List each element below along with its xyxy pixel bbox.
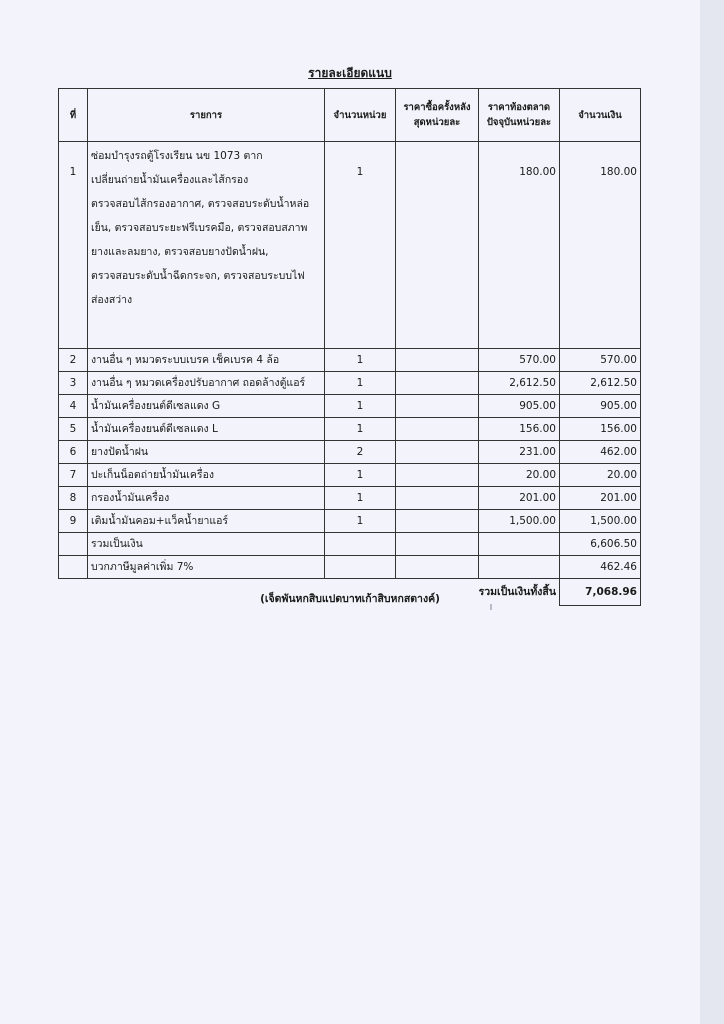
document-title: รายละเอียดแนบ (308, 66, 392, 80)
grand-total-label: รวมเป็นเงินทั้งสิ้น (478, 586, 556, 598)
subtotal-empty-qty (325, 533, 396, 556)
row-qty: 1 (325, 487, 396, 510)
table-row (59, 395, 641, 418)
row-desc: น้ำมันเครื่องยนต์ดีเซลแดง L (88, 418, 325, 441)
row-last-price (396, 418, 479, 441)
vat-empty-no (59, 556, 88, 579)
scan-edge (700, 0, 724, 1024)
header-item: รายการ (88, 89, 325, 142)
desc-line: ซ่อมบำรุงรถตู้โรงเรียน นข 1073 ตาก (91, 150, 263, 162)
row-last-price (396, 372, 479, 395)
table-row (59, 142, 641, 349)
row-qty: 1 (325, 464, 396, 487)
row-amount: 905.00 (560, 395, 641, 418)
table-header-row (59, 89, 641, 142)
row-no: 5 (59, 418, 88, 441)
row-last-price (396, 349, 479, 372)
desc-line: ตรวจสอบระดับน้ำฉีดกระจก, ตรวจสอบระบบไฟ (91, 270, 305, 282)
row-market-price: 905.00 (479, 395, 560, 418)
detail-table (58, 88, 641, 606)
vat-empty-qty (325, 556, 396, 579)
row-desc: งานอื่น ๆ หมวดเครื่องปรับอากาศ ถอดล้างตู้แอร์ (88, 372, 325, 395)
row-market-price: 231.00 (479, 441, 560, 464)
row-desc: งานอื่น ๆ หมวดระบบเบรค เช็คเบรค 4 ล้อ (88, 349, 325, 372)
row-amount: 201.00 (560, 487, 641, 510)
row-amount: 462.00 (560, 441, 641, 464)
subtotal-empty-market (479, 533, 560, 556)
header-last-price: ราคาซื้อครั้งหลังสุดหน่วยละ (396, 89, 479, 142)
table-row (59, 464, 641, 487)
table-row (59, 418, 641, 441)
row-qty: 1 (325, 510, 396, 533)
header-amount: จำนวนเงิน (560, 89, 641, 142)
header-qty: จำนวนหน่วย (325, 89, 396, 142)
row-desc: น้ำมันเครื่องยนต์ดีเซลแดง G (88, 395, 325, 418)
row-amount: 20.00 (560, 464, 641, 487)
table-row (59, 349, 641, 372)
vat-empty-last (396, 556, 479, 579)
table-row (59, 487, 641, 510)
row-market-price: 2,612.50 (479, 372, 560, 395)
vat-amount: 462.46 (560, 556, 641, 579)
subtotal-amount: 6,606.50 (560, 533, 641, 556)
row-market-price: 201.00 (479, 487, 560, 510)
row-last-price (396, 487, 479, 510)
subtotal-empty-last (396, 533, 479, 556)
row-desc: ปะเก็นน็อตถ่ายน้ำมันเครื่อง (88, 464, 325, 487)
row-last-price (396, 464, 479, 487)
row-no: 6 (59, 441, 88, 464)
row-last-price (396, 395, 479, 418)
row-desc (88, 142, 325, 349)
desc-line: เปลี่ยนถ่ายน้ำมันเครื่องและไส้กรอง (91, 174, 249, 186)
row-amount: 570.00 (560, 349, 641, 372)
row-amount: 180.00 (560, 142, 641, 349)
row-no: 7 (59, 464, 88, 487)
row-qty: 1 (325, 372, 396, 395)
row-amount: 2,612.50 (560, 372, 641, 395)
row-amount: 156.00 (560, 418, 641, 441)
row-qty: 1 (325, 418, 396, 441)
row-market-price: 20.00 (479, 464, 560, 487)
grand-total-amount: 7,068.96 (560, 579, 641, 606)
row-no: 4 (59, 395, 88, 418)
row-no: 8 (59, 487, 88, 510)
row-desc: ยางปัดน้ำฝน (88, 441, 325, 464)
header-no: ที่ (59, 89, 88, 142)
row-no: 9 (59, 510, 88, 533)
row-desc: เติมน้ำมันคอม+แว็คน้ำยาแอร์ (88, 510, 325, 533)
row-no: 3 (59, 372, 88, 395)
header-market-price: ราคาท้องตลาดปัจจุบันหน่วยละ (479, 89, 560, 142)
subtotal-row (59, 533, 641, 556)
row-qty: 2 (325, 441, 396, 464)
row-qty: 1 (325, 395, 396, 418)
row-no: 2 (59, 349, 88, 372)
row-market-price: 1,500.00 (479, 510, 560, 533)
row-no: 1 (59, 142, 88, 349)
amount-in-words: (เจ็ดพันหกสิบแปดบาทเก้าสิบหกสตางค์) (260, 593, 440, 605)
desc-line: เย็น, ตรวจสอบระยะฟรีเบรคมือ, ตรวจสอบสภาพ (91, 222, 308, 234)
row-amount: 1,500.00 (560, 510, 641, 533)
vat-row (59, 556, 641, 579)
row-last-price (396, 142, 479, 349)
row-market-price: 570.00 (479, 349, 560, 372)
row-market-price: 180.00 (479, 142, 560, 349)
row-desc: กรองน้ำมันเครื่อง (88, 487, 325, 510)
desc-line: ส่องสว่าง (91, 294, 133, 306)
table-row (59, 510, 641, 533)
table-row (59, 441, 641, 464)
row-last-price (396, 441, 479, 464)
row-qty: 1 (325, 349, 396, 372)
subtotal-label: รวมเป็นเงิน (88, 533, 325, 556)
subtotal-empty-no (59, 533, 88, 556)
row-market-price: 156.00 (479, 418, 560, 441)
scan-speck (490, 604, 492, 610)
row-qty: 1 (325, 142, 396, 349)
desc-line: ตรวจสอบไส้กรองอากาศ, ตรวจสอบระดับน้ำหล่อ (91, 198, 310, 210)
desc-line: ยางและลมยาง, ตรวจสอบยางปัดน้ำฝน, (91, 246, 269, 258)
vat-label: บวกภาษีมูลค่าเพิ่ม 7% (88, 556, 325, 579)
table-row (59, 372, 641, 395)
vat-empty-market (479, 556, 560, 579)
row-last-price (396, 510, 479, 533)
